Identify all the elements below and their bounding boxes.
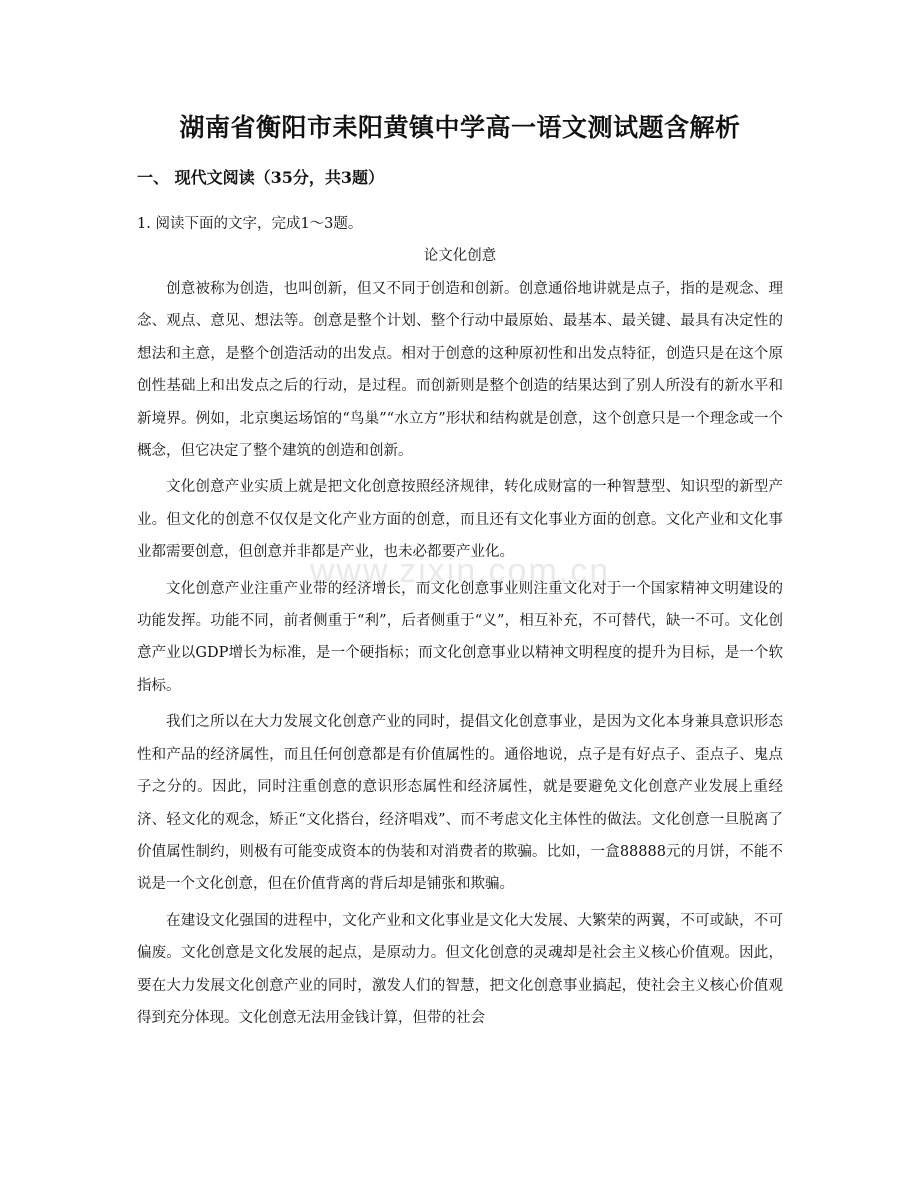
article-title: 论文化创意 bbox=[423, 248, 497, 264]
question-intro: 1. 阅读下面的文字，完成1～3题。 bbox=[137, 216, 363, 232]
paragraph-1: 创意被称为创造，也叫创新，但又不同于创造和创新。创意通俗地讲就是点子，指的是观念、理念、观点、意见、想法等。创意是整个计划、整个行动中最原始、最基本、最关键、最具有决定性的想法和主意，是整个创造活动的出发点。相对于创意的这种原初性和出发点特征，创造只是在这个原创性基础上和出发点之后的行动，是过程。而创新则是整个创造的结果达到了别人所没有的新水平和新境界。例如，北京奥运场馆的“鸟巢”“水立方”形状和结构就是创意，这个创意只是一个理念或一个概念，但它决定了整个建筑的创造和创新。 bbox=[137, 281, 783, 460]
paragraph-2: 文化创意产业实质上就是把文化创意按照经济规律，转化成财富的一种智慧型、知识型的新型产业。但文化的创意不仅仅是文化产业方面的创意，而且还有文化事业方面的创意。文化产业和文化事业都需要创意，但创意并非都是产业，也未必都要产业化。 bbox=[137, 479, 783, 561]
document-title: 湖南省衡阳市耒阳黄镇中学高一语文测试题含解析 bbox=[179, 113, 741, 142]
paragraph-4: 我们之所以在大力发展文化创意产业的同时，提倡文化创意事业，是因为文化本身兼具意识形态性和产品的经济属性，而且任何创意都是有价值属性的。通俗地说，点子是有好点子、歪点子、鬼点子之分的。因此，同时注重创意的意识形态属性和经济属性，就是要避免文化创意产业发展上重经济、轻文化的观念，矫正“文化搭台，经济唱戏”、而不考虑文化主体性的做法。文化创意一旦脱离了价值属性制约，则极有可能变成资本的伪装和对消费者的欺骗。比如，一盒88888元的月饼，不能不说是一个文化创意，但在价值背离的背后却是铺张和欺骗。 bbox=[137, 714, 783, 893]
paragraph-5: 在建设文化强国的进程中，文化产业和文化事业是文化大发展、大繁荣的两翼，不可或缺，不可偏废。文化创意是文化发展的起点，是原动力。但文化创意的灵魂却是社会主义核心价值观。因此，要在大力发展文化创意产业的同时，激发人们的智慧，把文化创意事业搞起，使社会主义核心价值观得到充分体现。文化创意无法用金钱计算，但带的社会 bbox=[137, 912, 783, 1026]
article-body bbox=[137, 273, 783, 1038]
paragraph-3: 文化创意产业注重产业带的经济增长，而文化创意事业则注重文化对于一个国家精神文明建设的功能发挥。功能不同，前者侧重于“利”，后者侧重于“义”，相互补充，不可替代，缺一不可。文化创意产业以GDP增长为标准，是一个硬指标；而文化创意事业以精神文明程度的提升为目标，是一个软指标。 bbox=[137, 580, 783, 694]
watermark: www.zixin.com.cn bbox=[309, 552, 611, 590]
section-heading: 一、 现代文阅读（35分，共3题） bbox=[137, 168, 384, 187]
